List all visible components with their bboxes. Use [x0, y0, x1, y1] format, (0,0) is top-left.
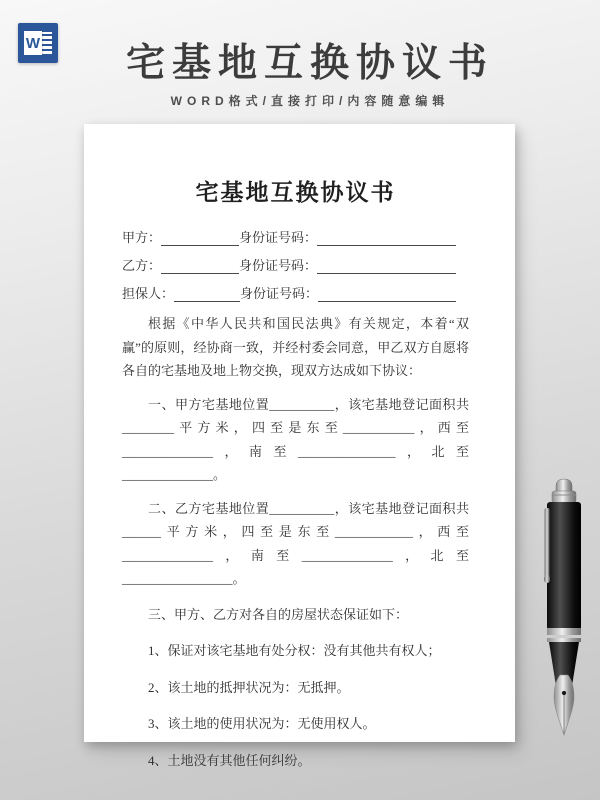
party-b-id-blank — [317, 259, 456, 274]
party-b-label: 乙方： — [122, 258, 162, 273]
word-icon-letter: W — [24, 31, 42, 55]
document-body — [122, 124, 469, 785]
party-b-name-blank — [161, 259, 239, 274]
header-title: 宅基地互换协议书 — [125, 42, 494, 85]
fountain-pen — [543, 478, 585, 740]
header-subtitle: WORD格式/直接打印/内容随意编辑 — [170, 94, 450, 108]
header — [0, 0, 600, 115]
party-row-a — [122, 228, 469, 246]
party-a-name-blank — [161, 231, 239, 246]
party-a-label: 甲方： — [122, 230, 162, 245]
guarantor-name-blank — [174, 287, 240, 302]
guarantee-item-2: 2、该土地的抵押状况为：无抵押。 — [148, 679, 350, 695]
pen-nib — [554, 675, 574, 735]
guarantee-item-1: 1、保证对该宅基地有处分权：没有其他共有权人； — [148, 643, 441, 658]
intro-paragraph: 根据《中华人民共和国民法典》有关规定，本着“双赢”的原则，经协商一致，并经村委会同意，甲乙双方自愿将各自的宅基地及地上物交换，现双方达成如下协议： — [122, 316, 469, 378]
pen-cap — [547, 479, 581, 630]
clause-one: 一、甲方宅基地位置__________，该宅基地登记面积共________平方米，四至是东至___________，西至______________，南至_______________，北至______________。 — [122, 396, 469, 482]
party-a-id-label: 身份证号码： — [239, 230, 318, 245]
party-row-guarantor — [122, 284, 469, 302]
clause-three-heading: 三、甲方、乙方对各自的房屋状态保证如下： — [148, 606, 409, 622]
party-b-id-label: 身份证号码： — [239, 258, 318, 273]
document-title: 宅基地互换协议书 — [195, 180, 396, 205]
party-a-id-blank — [317, 231, 456, 246]
guarantor-id-blank — [318, 287, 456, 302]
document-page — [84, 124, 515, 768]
word-icon — [18, 23, 58, 63]
guarantor-label: 担保人： — [122, 286, 175, 301]
guarantee-item-3: 3、该土地的使用状况为：无使用权人。 — [148, 716, 376, 731]
clause-two: 二、乙方宅基地位置__________，该宅基地登记面积共______平方米，四至是东至____________，西至______________，南至______________，北至_________________。 — [122, 500, 469, 586]
party-row-b — [122, 256, 469, 274]
pen-clip — [544, 508, 550, 583]
guarantee-item-4: 4、土地没有其他任何纠纷。 — [148, 752, 311, 768]
guarantor-id-label: 身份证号码： — [240, 286, 319, 301]
party-section — [122, 228, 469, 302]
